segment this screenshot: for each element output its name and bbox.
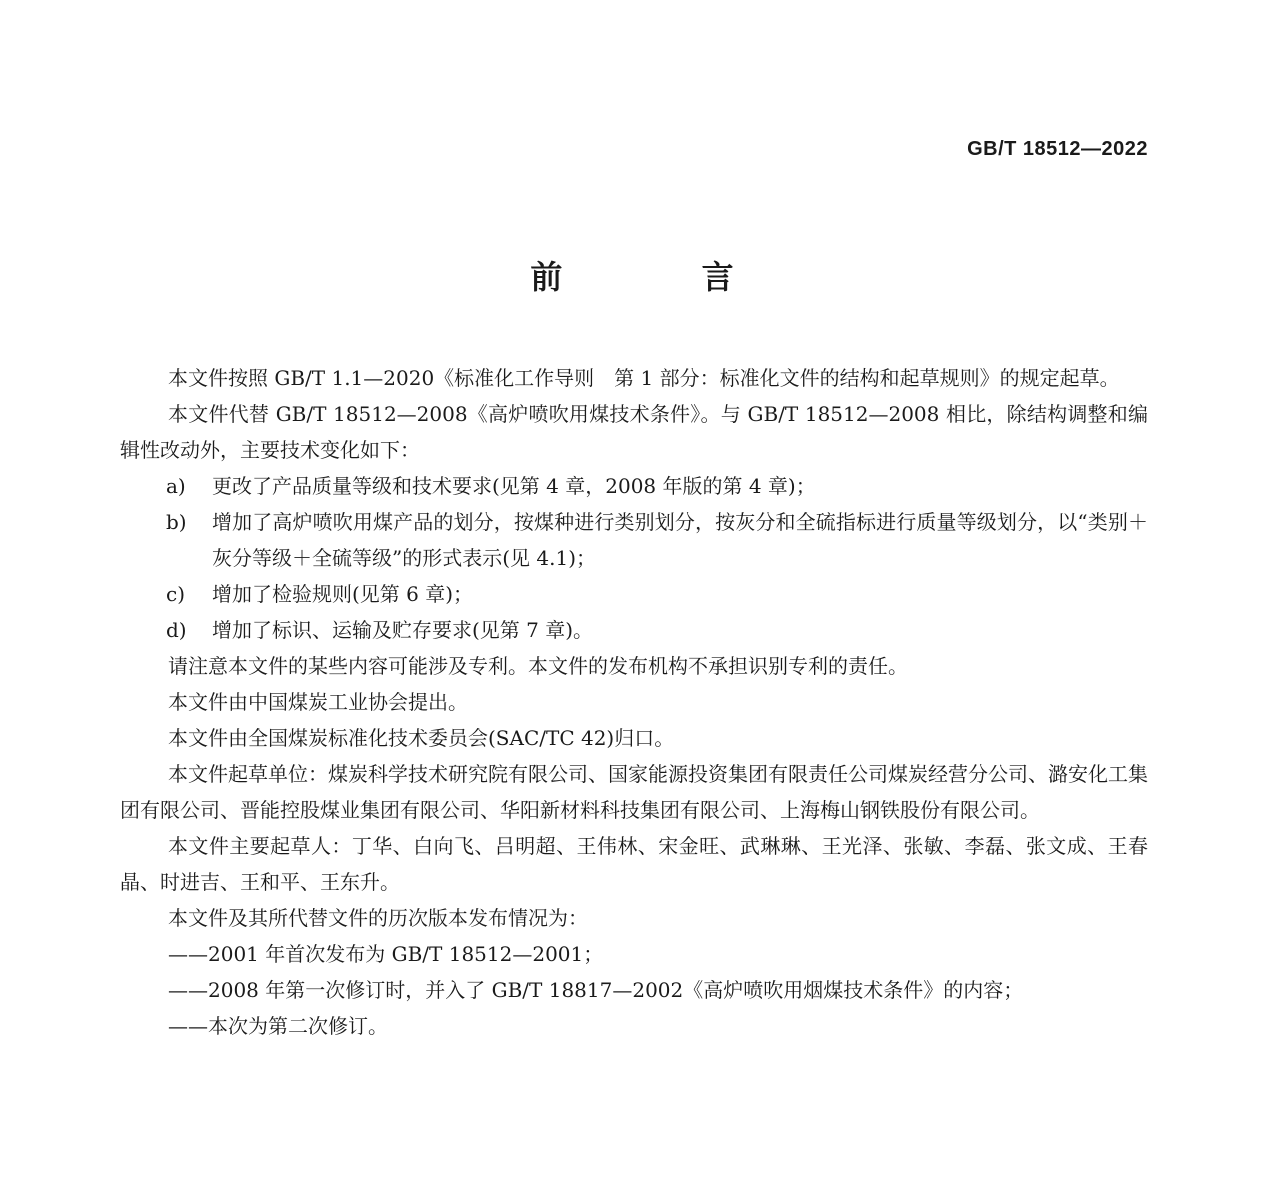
list-item bbox=[120, 612, 1148, 648]
history-item: ——本次为第二次修订。 bbox=[168, 1014, 388, 1038]
list-item bbox=[120, 468, 1148, 504]
history-item: ——2008 年第一次修订时，并入了 GB/T 18817—2002《高炉喷吹用烟煤技术条件》的内容； bbox=[168, 978, 1024, 1002]
list-item-label: d) bbox=[166, 618, 187, 642]
standard-code: GB/T 18512—2022 bbox=[967, 138, 1148, 160]
list-item-label: c) bbox=[166, 582, 186, 606]
list-item bbox=[120, 576, 1148, 612]
list-item-text: 增加了检验规则(见第 6 章)； bbox=[212, 582, 474, 606]
paragraph-history-intro: 本文件及其所代替文件的历次版本发布情况为： bbox=[168, 906, 588, 930]
paragraph-replacement: 本文件代替 GB/T 18512—2008《高炉喷吹用煤技术条件》。与 GB/T 18512—2008 相比，除结构调整和编辑性改动外，主要技术变化如下： bbox=[120, 402, 1148, 462]
paragraph-drafting-rules: 本文件按照 GB/T 1.1—2020《标准化工作导则 第 1 部分：标准化文件的结构和起草规则》的规定起草。 bbox=[168, 366, 1120, 390]
history-item: ——2001 年首次发布为 GB/T 18512—2001； bbox=[168, 942, 604, 966]
list-item-label: b) bbox=[166, 510, 187, 534]
list-item-text: 增加了标识、运输及贮存要求(见第 7 章)。 bbox=[212, 618, 594, 642]
paragraph-proposer: 本文件由中国煤炭工业协会提出。 bbox=[168, 690, 468, 714]
page-title: 前 言 bbox=[530, 258, 798, 296]
list-item bbox=[120, 504, 1148, 576]
list-item-text: 更改了产品质量等级和技术要求(见第 4 章，2008 年版的第 4 章)； bbox=[212, 474, 816, 498]
paragraph-drafters: 本文件主要起草人：丁华、白向飞、吕明超、王伟林、宋金旺、武琳琳、王光泽、张敏、李磊、张文成、王春晶、时进吉、王和平、王东升。 bbox=[120, 834, 1148, 894]
paragraph-committee: 本文件由全国煤炭标准化技术委员会(SAC/TC 42)归口。 bbox=[168, 726, 675, 750]
list-item-text: 增加了高炉喷吹用煤产品的划分，按煤种进行类别划分，按灰分和全硫指标进行质量等级划分，以“类别＋灰分等级＋全硫等级”的形式表示(见 4.1)； bbox=[212, 510, 1148, 570]
paragraph-patent-notice: 请注意本文件的某些内容可能涉及专利。本文件的发布机构不承担识别专利的责任。 bbox=[168, 654, 908, 678]
foreword-body bbox=[120, 360, 1148, 1044]
paragraph-drafting-units: 本文件起草单位：煤炭科学技术研究院有限公司、国家能源投资集团有限责任公司煤炭经营分公司、潞安化工集团有限公司、晋能控股煤业集团有限公司、华阳新材料科技集团有限公司、上海梅山钢铁股份有限公司。 bbox=[120, 762, 1148, 822]
list-item-label: a) bbox=[166, 474, 186, 498]
